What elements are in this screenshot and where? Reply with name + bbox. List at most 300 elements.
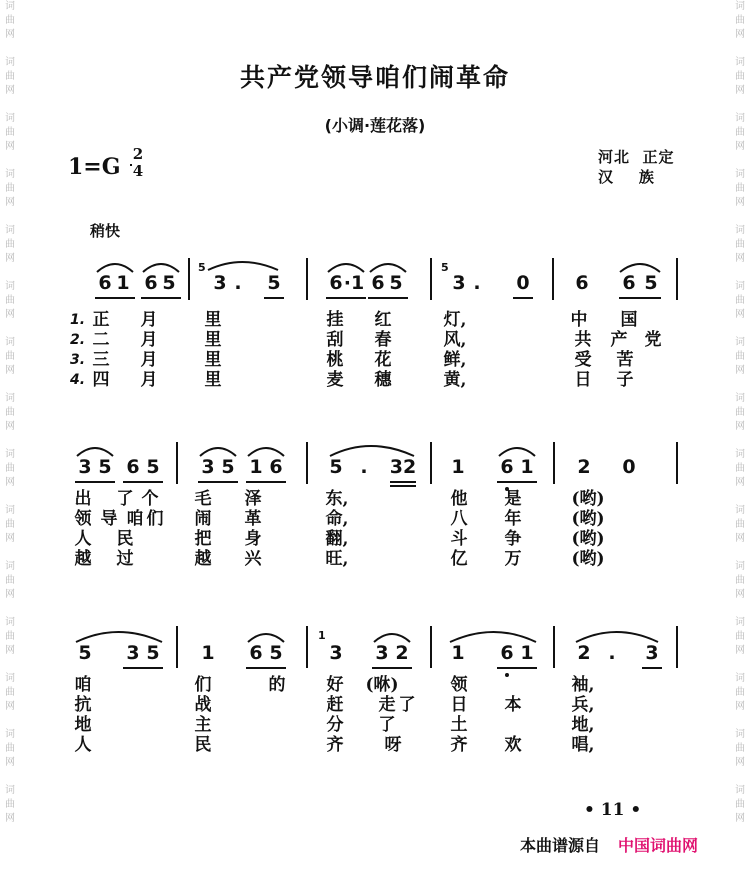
note: 3 (452, 272, 466, 294)
watermark-char: 网 (5, 29, 15, 40)
lyric: 月 (140, 350, 158, 370)
watermark-char: 词 (735, 785, 745, 796)
watermark-char: 词 (5, 57, 15, 68)
key-signature: 1=G (68, 154, 121, 180)
slur (248, 634, 284, 642)
watermark-char: 网 (735, 197, 745, 208)
watermark-char: 网 (5, 197, 15, 208)
slur (328, 264, 364, 272)
note: 1 (201, 642, 215, 664)
verse-number: 2. (70, 332, 86, 348)
slur (208, 262, 278, 270)
lyric: 麦 (326, 370, 344, 390)
barline (553, 626, 555, 668)
watermark-char: 网 (735, 645, 745, 656)
note: . (360, 456, 368, 478)
underline (642, 667, 662, 669)
watermark-gap (733, 826, 747, 840)
lyric: 民 (116, 529, 134, 549)
watermark-char: 曲 (5, 295, 15, 306)
lyric: 刮 (326, 330, 344, 350)
lyric: 地 (74, 715, 92, 735)
note: 6 (622, 272, 636, 294)
watermark-char: 词 (5, 113, 15, 124)
lyric: 受 (574, 350, 592, 370)
watermark-char: 词 (735, 1, 745, 12)
watermark-char: 词 (735, 673, 745, 684)
lyric: 袖, (571, 675, 595, 695)
song-subtitle: (小调·莲花落) (324, 116, 426, 135)
underline (198, 481, 238, 483)
underline (264, 297, 284, 299)
lyric: 月 (140, 330, 158, 350)
watermark-char: 网 (735, 85, 745, 96)
lyric: 齐 (326, 735, 344, 755)
watermark-char: 词 (735, 225, 745, 236)
lyric: (哟) (571, 489, 605, 509)
watermark-char: 曲 (735, 743, 745, 754)
underline (326, 297, 366, 299)
song-title: 共产党领导咱们闹革命 (239, 63, 510, 92)
note: 6 (98, 272, 112, 294)
time-signature-bottom: 4 (132, 162, 144, 180)
lyric: 东, (325, 489, 349, 509)
note: 6 (500, 642, 514, 664)
underline (123, 667, 163, 669)
lyric: 地, (571, 715, 595, 735)
barline (676, 442, 678, 484)
note: 6 (144, 272, 158, 294)
lyric: 风, (443, 330, 467, 350)
barline (176, 626, 178, 668)
lyric: 日 (450, 695, 468, 715)
watermark-char: 网 (735, 701, 745, 712)
underline (497, 667, 537, 669)
watermark-char: 词 (5, 225, 15, 236)
lyric: 年 (504, 509, 522, 529)
watermark-gap (3, 42, 17, 56)
lyric: 的 (268, 675, 286, 695)
underline (372, 667, 412, 669)
watermark-char: 网 (735, 477, 745, 488)
lyric: 月 (140, 370, 158, 390)
lyric: 了 (116, 489, 134, 509)
watermark-char: 曲 (5, 799, 15, 810)
lyric: 出 (74, 489, 92, 509)
watermark-char: 网 (735, 533, 745, 544)
note: 5 (146, 456, 160, 478)
watermark-char: 曲 (5, 71, 15, 82)
lyric: (哟) (571, 509, 605, 529)
origin-ethnicity: 汉 族 (598, 168, 655, 186)
note: 1 (451, 456, 465, 478)
watermark-char: 曲 (5, 743, 15, 754)
watermark-char: 词 (735, 729, 745, 740)
watermark-gap (733, 98, 747, 112)
lyric: (哟) (571, 529, 605, 549)
underline (246, 667, 286, 669)
lyric: 咱 (74, 675, 92, 695)
watermark-char: 词 (5, 729, 15, 740)
watermark-gap (733, 714, 747, 728)
watermark-char: 词 (5, 617, 15, 628)
watermark-gap (733, 378, 747, 392)
lyric: 咱 (126, 509, 144, 529)
watermark-char: 词 (735, 449, 745, 460)
lyric: 唱, (571, 735, 595, 755)
lyric: 把 (194, 529, 212, 549)
origin-region: 河北 正定 (598, 148, 675, 166)
watermark-char: 词 (5, 449, 15, 460)
lyric: 身 (244, 529, 262, 549)
lyric: 赶 (326, 695, 344, 715)
source-credit (520, 833, 698, 856)
barline (176, 442, 178, 484)
lyric: 了 (398, 695, 416, 715)
time-signature (130, 146, 146, 180)
underline (75, 481, 115, 483)
watermark-char: 词 (735, 57, 745, 68)
watermark-char: 曲 (5, 127, 15, 138)
watermark-char: 词 (5, 169, 15, 180)
lyric: 花 (374, 350, 392, 370)
lyric: 过 (116, 549, 134, 569)
lyric: 里 (204, 350, 222, 370)
note: 6 (126, 456, 140, 478)
lyric: 是 (504, 489, 522, 509)
note: ·1 (343, 272, 365, 294)
lyric: 里 (204, 370, 222, 390)
watermark-gap (733, 210, 747, 224)
lyric: 人 (74, 735, 92, 755)
note: 1 (249, 456, 263, 478)
slur (450, 632, 536, 642)
lyric: 翻, (325, 529, 349, 549)
lyric: 他 (450, 489, 468, 509)
octave-dot (505, 673, 509, 677)
grace-note: 5 (198, 261, 206, 274)
watermark-char: 网 (5, 757, 15, 768)
lyric: 党 (644, 330, 662, 350)
lyric: 鲜, (443, 350, 467, 370)
note: 2 (577, 642, 591, 664)
watermark-gap (733, 266, 747, 280)
underline (513, 297, 533, 299)
lyric: 旺, (325, 549, 349, 569)
lyric: 走 (378, 695, 396, 715)
lyric: 抗 (74, 695, 92, 715)
watermark-char: 词 (5, 561, 15, 572)
watermark-gap (3, 546, 17, 560)
lyric: 越 (74, 549, 92, 569)
watermark-char: 词 (735, 505, 745, 516)
lyric: 苦 (616, 350, 634, 370)
barline (430, 442, 432, 484)
watermark-char: 词 (735, 281, 745, 292)
watermark-char: 网 (5, 421, 15, 432)
slur (143, 264, 179, 272)
watermark-char: 词 (5, 393, 15, 404)
watermark-char: 曲 (735, 519, 745, 530)
lyric: 领 (450, 675, 468, 695)
note: 5 (267, 272, 281, 294)
lyric: 土 (450, 715, 468, 735)
note: 5 (146, 642, 160, 664)
watermark-char: 曲 (5, 239, 15, 250)
note: 6 (249, 642, 263, 664)
watermark-char: 词 (735, 561, 745, 572)
note: 5 (269, 642, 283, 664)
watermark-gap (3, 322, 17, 336)
note: 6 (575, 272, 589, 294)
lyric: 们 (194, 675, 212, 695)
lyric: 战 (194, 695, 212, 715)
lyric: 三 (92, 350, 110, 370)
watermark-char: 词 (5, 1, 15, 12)
note: 1 (116, 272, 130, 294)
watermark-char: 网 (735, 813, 745, 824)
watermark-gap (3, 826, 17, 840)
barline (552, 258, 554, 300)
watermark-gap (733, 154, 747, 168)
slur (77, 448, 113, 456)
watermark-char: 曲 (735, 127, 745, 138)
lyric: 穗 (374, 370, 392, 390)
note: 32 (389, 456, 417, 478)
watermark-char: 曲 (735, 687, 745, 698)
watermark-char: 曲 (735, 15, 745, 26)
watermark-char: 曲 (5, 351, 15, 362)
lyric: 亿 (450, 549, 468, 569)
lyric: 月 (140, 310, 158, 330)
watermark-char: 词 (5, 281, 15, 292)
slur (499, 448, 535, 456)
lyric: 国 (620, 310, 638, 330)
watermark-char: 网 (735, 757, 745, 768)
watermark-char: 曲 (5, 519, 15, 530)
watermark-char: 网 (5, 253, 15, 264)
lyric: (咻) (365, 675, 399, 695)
note: 3 (126, 642, 140, 664)
underline (246, 481, 286, 483)
watermark-char: 曲 (5, 183, 15, 194)
watermark-char: 曲 (5, 575, 15, 586)
barline (676, 626, 678, 668)
slur (330, 446, 414, 456)
lyric: 兴 (244, 549, 262, 569)
grace-note: 5 (441, 261, 449, 274)
watermark-char: 网 (5, 645, 15, 656)
lyric: 命, (325, 509, 349, 529)
lyric: 正 (92, 310, 110, 330)
watermark-char: 曲 (735, 799, 745, 810)
note: 5 (389, 272, 403, 294)
watermark-char: 词 (735, 169, 745, 180)
watermark-char: 曲 (5, 15, 15, 26)
watermark-gap (3, 98, 17, 112)
note: 0 (622, 456, 636, 478)
note: . (234, 272, 242, 294)
lyric: 齐 (450, 735, 468, 755)
lyric: 四 (92, 370, 110, 390)
underline (619, 297, 661, 299)
note: 2 (395, 642, 409, 664)
watermark-char: 曲 (5, 407, 15, 418)
note: 3 (645, 642, 659, 664)
barline (306, 442, 308, 484)
watermark-char: 曲 (735, 295, 745, 306)
watermark-gap (733, 42, 747, 56)
grace-note: 1 (318, 629, 326, 642)
watermark-char: 曲 (5, 631, 15, 642)
barline (188, 258, 190, 300)
watermark-gap (733, 770, 747, 784)
verse-number: 1. (70, 312, 86, 328)
lyric: 争 (504, 529, 522, 549)
watermark-char: 曲 (735, 575, 745, 586)
slur (248, 448, 284, 456)
watermark-char: 网 (735, 29, 745, 40)
watermark-char: 词 (735, 113, 745, 124)
lyric: 越 (194, 549, 212, 569)
lyric: 革 (244, 509, 262, 529)
watermark-char: 曲 (735, 463, 745, 474)
watermark-char: 网 (735, 253, 745, 264)
barline (430, 258, 432, 300)
watermark-gap (3, 770, 17, 784)
note: 5 (98, 456, 112, 478)
watermark-char: 网 (735, 309, 745, 320)
watermark-char: 网 (735, 589, 745, 600)
watermark-char: 词 (5, 337, 15, 348)
lyric: 导 (100, 509, 118, 529)
note: 6 (500, 456, 514, 478)
watermark-char: 网 (5, 589, 15, 600)
watermark-char: 曲 (735, 351, 745, 362)
watermark-char: 网 (5, 141, 15, 152)
lyric: 兵, (571, 695, 595, 715)
watermark-gap (3, 266, 17, 280)
lyric: 产 (610, 330, 628, 350)
lyric: 黄, (443, 370, 467, 390)
barline (306, 626, 308, 668)
lyric: 分 (326, 715, 344, 735)
watermark-gap (3, 490, 17, 504)
watermark-gap (733, 602, 747, 616)
watermark-gap (3, 602, 17, 616)
watermark-char: 网 (5, 85, 15, 96)
underline (368, 297, 408, 299)
watermark-char: 曲 (735, 71, 745, 82)
tempo-marking: 稍快 (90, 222, 121, 240)
watermark-char: 曲 (5, 463, 15, 474)
note: 1 (520, 456, 534, 478)
note: 5 (162, 272, 176, 294)
lyric: 闹 (194, 509, 212, 529)
lyric: 本 (504, 695, 522, 715)
time-signature-top: 2 (132, 145, 144, 163)
watermark-gap (733, 434, 747, 448)
lyric: 了 (378, 715, 396, 735)
slur (76, 632, 162, 642)
lyric: 个 (141, 489, 159, 509)
watermark-char: 词 (735, 393, 745, 404)
lyric: (哟) (571, 549, 605, 569)
note: 6 (269, 456, 283, 478)
watermark-char: 词 (735, 617, 745, 628)
note: 3 (375, 642, 389, 664)
watermark-char: 曲 (5, 687, 15, 698)
note: 5 (78, 642, 92, 664)
lyric: 桃 (326, 350, 344, 370)
note: . (608, 642, 616, 664)
underline (390, 481, 416, 483)
watermark-char: 词 (735, 337, 745, 348)
watermark-char: 词 (5, 505, 15, 516)
note: 1 (451, 642, 465, 664)
watermark-char: 曲 (735, 407, 745, 418)
watermark-gap (733, 658, 747, 672)
watermark-gap (3, 714, 17, 728)
lyric: 们 (146, 509, 164, 529)
watermark-char: 网 (5, 701, 15, 712)
site-name-link[interactable]: 中国词曲网 (618, 836, 699, 855)
watermark-gap (733, 546, 747, 560)
slur (620, 264, 660, 272)
note: 5 (644, 272, 658, 294)
watermark-char: 词 (5, 673, 15, 684)
watermark-gap (3, 210, 17, 224)
note: 5 (329, 456, 343, 478)
underline (390, 485, 416, 487)
lyric: 挂 (326, 310, 344, 330)
watermark-gap (3, 434, 17, 448)
lyric: 人 (74, 529, 92, 549)
watermark-char: 网 (5, 309, 15, 320)
barline (676, 258, 678, 300)
verse-number: 4. (70, 372, 86, 388)
lyric: 中 (570, 310, 588, 330)
lyric: 日 (574, 370, 592, 390)
barline (306, 258, 308, 300)
lyric: 灯, (443, 310, 467, 330)
watermark-gap (3, 378, 17, 392)
lyric: 毛 (194, 489, 212, 509)
note: 3 (78, 456, 92, 478)
note: 6 (329, 272, 343, 294)
watermark-gap (733, 490, 747, 504)
underline (497, 481, 537, 483)
watermark-char: 曲 (735, 183, 745, 194)
lyric: 共 (574, 330, 592, 350)
slur (200, 448, 236, 456)
watermark-char: 网 (735, 141, 745, 152)
lyric: 好 (326, 675, 344, 695)
lyric: 领 (74, 509, 92, 529)
lyric: 民 (194, 735, 212, 755)
note: 3 (201, 456, 215, 478)
note: 3 (329, 642, 343, 664)
note: 5 (221, 456, 235, 478)
verse-number: 3. (70, 352, 86, 368)
watermark-char: 词 (5, 785, 15, 796)
note: 2 (577, 456, 591, 478)
lyric: 春 (374, 330, 392, 350)
watermark-char: 网 (5, 477, 15, 488)
watermark-char: 网 (735, 365, 745, 376)
underline (123, 481, 163, 483)
watermark-char: 曲 (735, 631, 745, 642)
